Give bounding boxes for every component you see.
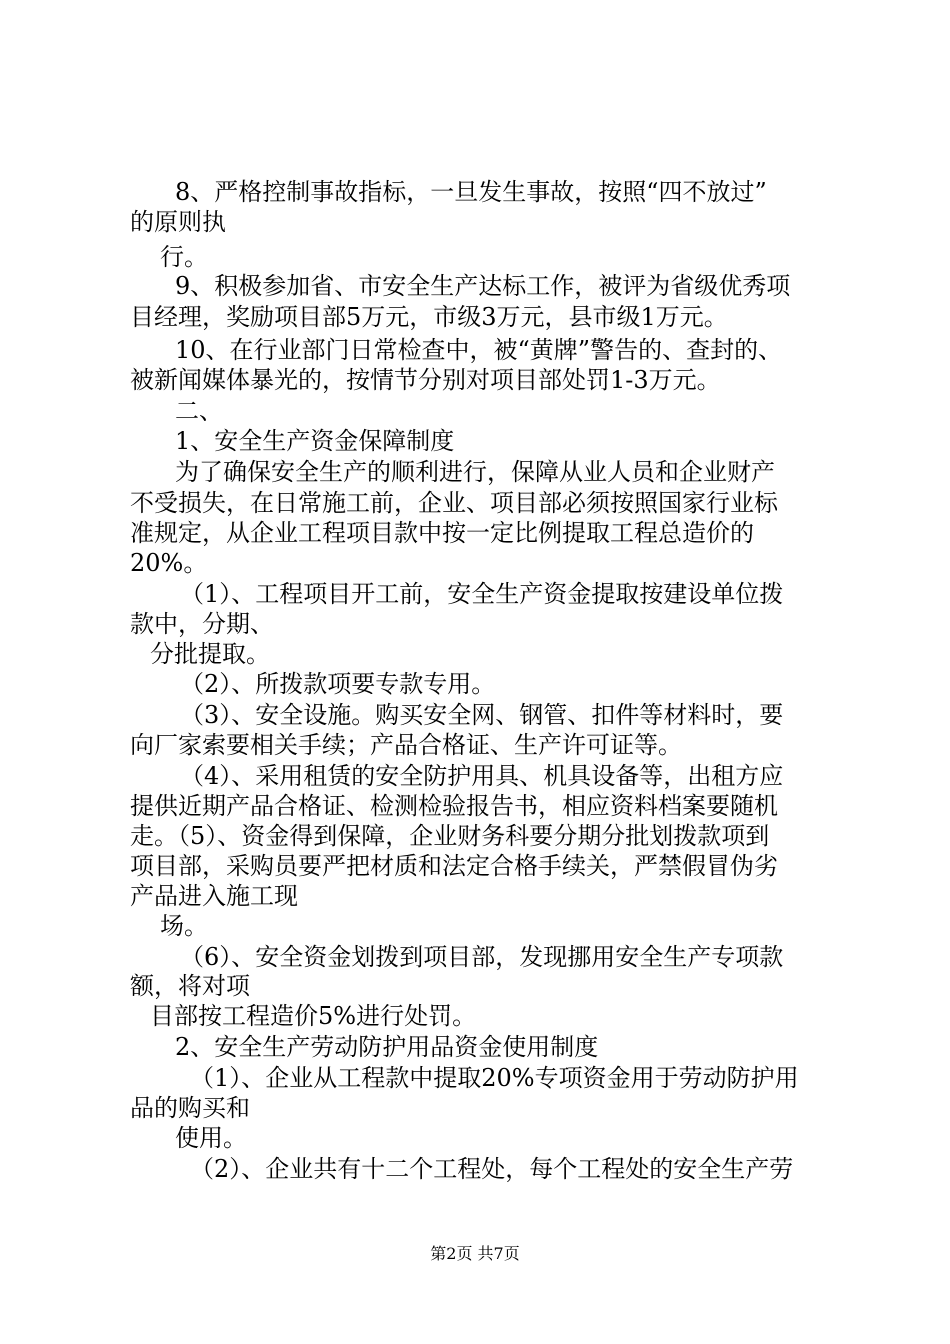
text-line: 走。（5）、资金得到保障，企业财务科要分期分批划拨款项到	[130, 822, 770, 850]
text-line: 20%。	[130, 549, 208, 577]
text-line: 品的购买和	[130, 1094, 250, 1122]
text-line: 9、积极参加省、市安全生产达标工作，被评为省级优秀项	[175, 272, 791, 300]
text-line: （4）、采用租赁的安全防护用具、机具设备等，出租方应	[180, 762, 784, 790]
text-line: 提供近期产品合格证、检测检验报告书，相应资料档案要随机	[130, 792, 778, 820]
text-line: 的原则执	[130, 208, 226, 236]
section-heading: 二、	[175, 397, 223, 425]
text-line: （6）、安全资金划拨到项目部，发现挪用安全生产专项款	[180, 943, 784, 971]
text-line: （2）、企业共有十二个工程处，每个工程处的安全生产劳	[190, 1155, 794, 1183]
text-line: 款中，分期、	[130, 610, 274, 638]
text-line: （1）、企业从工程款中提取20%专项资金用于劳动防护用	[190, 1064, 799, 1092]
text-line: 项目部，采购员要严把材质和法定合格手续关，严禁假冒伪劣	[130, 852, 778, 880]
text-line: 行。	[160, 243, 208, 271]
text-line: （2）、所拨款项要专款专用。	[180, 670, 496, 698]
text-line: 10、在行业部门日常检查中，被“黄牌”警告的、查封的、	[175, 336, 783, 364]
text-line: 场。	[160, 912, 208, 940]
text-line: （3）、安全设施。购买安全网、钢管、扣件等材料时，要	[180, 701, 784, 729]
text-line: 目经理，奖励项目部5万元，市级3万元，县市级1万元。	[130, 303, 728, 331]
text-line: 目部按工程造价5%进行处罚。	[150, 1002, 477, 1030]
text-line: 不受损失，在日常施工前，企业、项目部必须按照国家行业标	[130, 489, 778, 517]
text-line: 额，将对项	[130, 972, 250, 1000]
text-line: （1）、工程项目开工前，安全生产资金提取按建设单位拨	[180, 580, 784, 608]
text-line: 分批提取。	[150, 640, 270, 668]
text-line: 产品进入施工现	[130, 882, 298, 910]
text-line: 使用。	[175, 1124, 247, 1152]
text-line: 为了确保安全生产的顺利进行，保障从业人员和企业财产	[175, 458, 775, 486]
section-heading: 2、安全生产劳动防护用品资金使用制度	[175, 1033, 599, 1061]
text-line: 8、严格控制事故指标，一旦发生事故，按照“四不放过”	[175, 178, 767, 206]
text-line: 被新闻媒体暴光的，按情节分别对项目部处罚1-3万元。	[130, 366, 721, 394]
section-heading: 1、安全生产资金保障制度	[175, 427, 455, 455]
text-line: 准规定，从企业工程项目款中按一定比例提取工程总造价的	[130, 519, 754, 547]
text-line: 向厂家索要相关手续；产品合格证、生产许可证等。	[130, 731, 682, 759]
page-number-footer: 第2页 共7页	[430, 1244, 520, 1263]
